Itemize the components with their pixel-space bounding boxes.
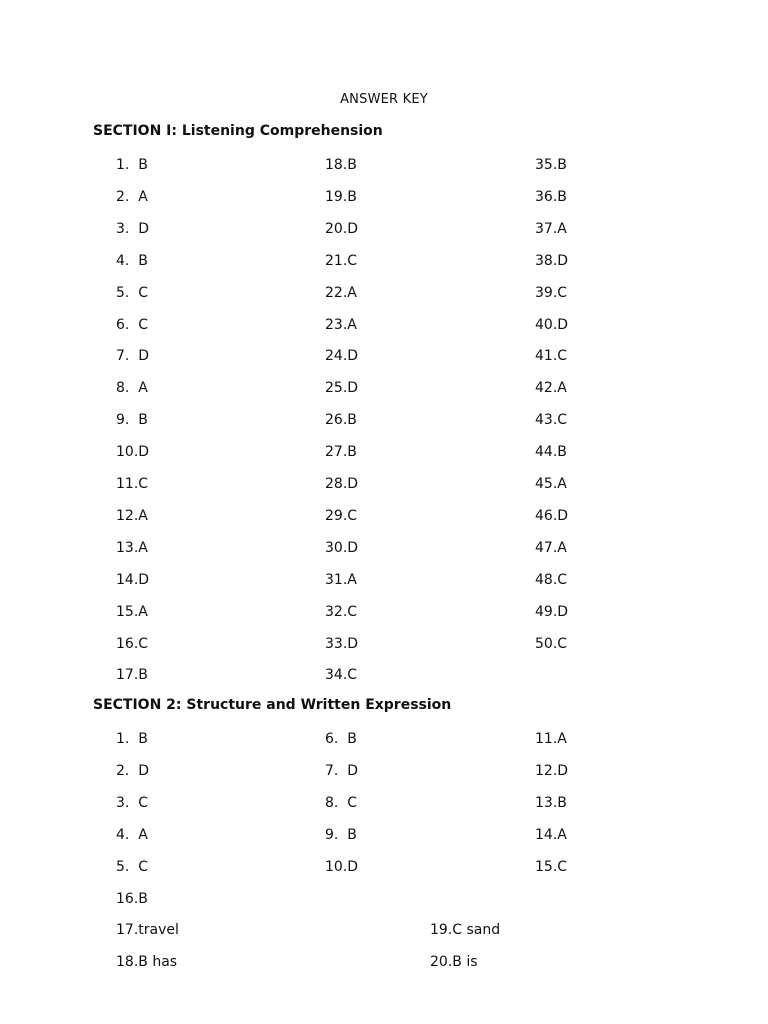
answer-item: 3. C (116, 794, 149, 811)
answer-item: 39.C (535, 284, 568, 301)
answer-item: 6. C (116, 316, 149, 333)
answer-item: 7. D (116, 348, 150, 365)
answer-item: 42.A (535, 380, 567, 397)
answer-item: 44.B (535, 444, 567, 461)
answer-item: 27.B (325, 444, 357, 461)
answer-item: 4. B (116, 252, 148, 269)
answer-item: 11.A (535, 731, 567, 747)
answer-item: 9. B (116, 412, 148, 429)
answer-item: 47.A (535, 539, 567, 556)
answer-item: 17.B (116, 667, 148, 684)
answer-item: 15.A (116, 603, 148, 620)
answer-item: 37.A (535, 220, 567, 237)
answer-item: 49.D (535, 603, 569, 620)
answer-item: 21.C (325, 252, 358, 269)
answer-item: 34.C (325, 667, 358, 684)
answer-item: 12.A (116, 507, 148, 524)
answer-item: 2. A (116, 188, 148, 205)
answer-item: 1. B (116, 157, 148, 173)
answer-item: 13.A (116, 539, 148, 556)
answer-item: 24.D (325, 348, 359, 365)
answer-item: 8. C (325, 794, 358, 811)
answer-item: 41.C (535, 348, 568, 365)
answer-item: 29.C (325, 507, 358, 524)
section-1-heading: SECTION I: Listening Comprehension (93, 123, 383, 139)
answer-item: 9. B (325, 826, 357, 843)
answer-item: 30.D (325, 539, 359, 556)
answer-item: 28.D (325, 476, 359, 492)
answer-item: 23.A (325, 316, 357, 333)
answer-item: 36.B (535, 188, 567, 205)
answer-item: 38.D (535, 252, 569, 269)
answer-item: 17.travel (116, 922, 179, 938)
answer-item: 16.B (116, 890, 148, 907)
answer-item: 20.D (325, 220, 359, 237)
answer-item: 25.D (325, 380, 359, 397)
section-2-heading: SECTION 2: Structure and Written Expression (93, 697, 452, 713)
answer-item: 8. A (116, 380, 148, 397)
answer-item: 16.C (116, 635, 149, 652)
answer-item: 19.B (325, 188, 357, 205)
answer-item: 18.B has (116, 953, 178, 970)
answer-item: 14.D (116, 571, 150, 588)
answer-item: 35.B (535, 157, 567, 173)
answer-item: 22.A (325, 284, 357, 301)
answer-item: 50.C (535, 635, 568, 652)
answer-item: 43.C (535, 412, 568, 429)
answer-item: 46.D (535, 507, 569, 524)
answer-item: 32.C (325, 603, 358, 620)
answer-item: 5. C (116, 284, 149, 301)
answer-item: 12.D (535, 762, 569, 779)
answer-item: 6. B (325, 731, 357, 747)
answer-item: 5. C (116, 858, 149, 875)
answer-item: 31.A (325, 571, 357, 588)
answer-item: 10.D (325, 858, 359, 875)
answer-item: 45.A (535, 476, 567, 492)
answer-item: 26.B (325, 412, 357, 429)
document-title: ANSWER KEY (340, 92, 428, 107)
answer-item: 20.B is (430, 953, 478, 970)
answer-item: 2. D (116, 762, 150, 779)
answer-item: 18.B (325, 157, 357, 173)
answer-item: 1. B (116, 731, 148, 747)
answer-item: 11.C (116, 476, 149, 492)
answer-item: 3. D (116, 220, 150, 237)
answer-item: 14.A (535, 826, 567, 843)
answer-item: 4. A (116, 826, 148, 843)
answer-item: 19.C sand (430, 922, 501, 938)
answer-item: 33.D (325, 635, 359, 652)
answer-item: 40.D (535, 316, 569, 333)
answer-item: 7. D (325, 762, 359, 779)
answer-item: 48.C (535, 571, 568, 588)
answer-item: 15.C (535, 858, 568, 875)
answer-item: 10.D (116, 444, 150, 461)
answer-item: 13.B (535, 794, 567, 811)
